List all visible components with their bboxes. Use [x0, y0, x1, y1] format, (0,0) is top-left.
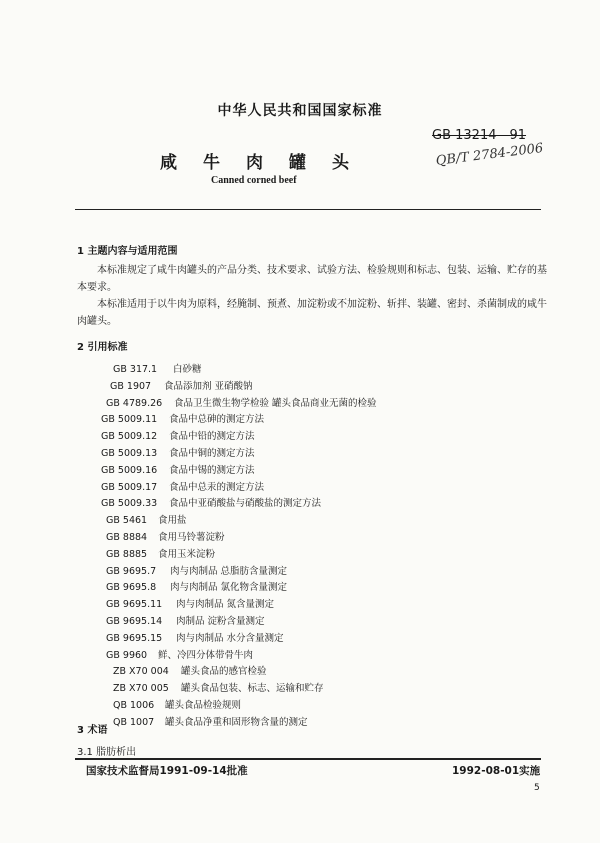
reference-item	[101, 462, 255, 476]
reference-name: 罐头食品净重和固形物含量的测定	[165, 716, 308, 728]
reference-item	[106, 395, 377, 409]
reference-name: 食品中总砷的测定方法	[169, 414, 265, 426]
reference-item	[101, 411, 264, 425]
reference-item	[106, 563, 287, 577]
document-title: 咸牛肉罐头	[160, 153, 375, 173]
section-1-paragraph-1: 本标准规定了咸牛肉罐头的产品分类、技术要求、试验方法、检验规则和标志、包装、运输、贮存的基本要求。	[77, 265, 547, 293]
reference-item	[106, 579, 287, 593]
reference-name: 肉制品 淀粉含量测定	[176, 616, 265, 627]
section-2-heading: 2 引用标准	[77, 342, 128, 353]
reference-code: ZB X70 005	[113, 683, 169, 695]
approval-line: 国家技术监督局1991-09-14批准	[86, 765, 248, 777]
document-title-english: Canned corned beef	[211, 175, 297, 186]
effective-date: 1992-08-01实施	[452, 765, 541, 777]
reference-code: GB 9960	[106, 649, 148, 661]
reference-item	[106, 630, 284, 644]
reference-code: GB 5009.17	[101, 481, 158, 493]
reference-name: 肉与肉制品 氮含量测定	[176, 599, 275, 611]
reference-item	[106, 613, 265, 627]
page-number: 5	[534, 783, 540, 793]
national-standard-header: 中华人民共和国国家标准	[217, 103, 383, 119]
reference-code: GB 1907	[110, 380, 152, 392]
standard-number	[432, 128, 526, 143]
reference-name: 肉与肉制品 水分含量测定	[176, 632, 284, 644]
section-1-heading: 1 主题内容与适用范围	[77, 246, 178, 257]
reference-name: 食品中锡的测定方法	[169, 464, 255, 476]
reference-item	[113, 361, 202, 375]
reference-name: 食用盐	[158, 515, 187, 527]
reference-item	[106, 647, 253, 661]
reference-code: GB 5009.12	[101, 431, 158, 443]
reference-code: QB 1006	[113, 700, 155, 711]
reference-code: GB 4789.26	[106, 397, 163, 409]
reference-name: 白砂糖	[173, 364, 202, 375]
section-3-1-heading: 3.1 脂肪析出	[77, 747, 137, 758]
reference-name: 食品中亚硝酸盐与硝酸盐的测定方法	[169, 498, 322, 510]
reference-item	[113, 680, 324, 694]
reference-item	[113, 697, 241, 711]
reference-code: GB 5009.16	[101, 464, 158, 476]
reference-item	[101, 495, 321, 509]
reference-name: 食用马铃薯淀粉	[158, 532, 225, 543]
reference-name: 食品中总汞的测定方法	[169, 481, 265, 493]
reference-name: 罐头食品的感官检验	[181, 666, 267, 678]
reference-code: GB 5009.11	[101, 414, 158, 426]
handwritten-replacement-note: QB/T 2784-2006	[435, 140, 545, 169]
section-1-paragraph-2: 本标准适用于以牛肉为原料，经腌制、预煮、加淀粉或不加淀粉、斩拌、装罐、密封、杀菌制成的咸牛肉罐头。	[77, 299, 547, 327]
reference-item	[101, 479, 264, 493]
reference-name: 肉与肉制品 氯化物含量测定	[170, 582, 288, 594]
reference-name: 食品中铅的测定方法	[169, 431, 255, 443]
reference-item	[110, 378, 253, 392]
reference-code: GB 9695.11	[106, 599, 163, 611]
reference-item	[106, 596, 274, 610]
footer-divider	[75, 758, 541, 760]
reference-code: GB 8884	[106, 532, 148, 543]
reference-item	[101, 445, 255, 459]
reference-name: 鲜、冷四分体带骨牛肉	[158, 649, 254, 661]
reference-code: GB 8885	[106, 548, 148, 560]
reference-item	[106, 546, 215, 560]
reference-item	[113, 663, 267, 677]
reference-code: ZB X70 004	[113, 666, 169, 678]
reference-code: GB 5461	[106, 515, 148, 527]
reference-code: GB 9695.14	[106, 616, 163, 627]
reference-name: 食品添加剂 亚硝酸钠	[164, 380, 253, 392]
reference-code: GB 317.1	[113, 364, 158, 375]
reference-code: GB 9695.7	[106, 565, 157, 577]
reference-name: 罐头食品包装、标志、运输和贮存	[181, 683, 324, 695]
title-divider	[75, 209, 541, 210]
reference-code: GB 9695.8	[106, 582, 157, 594]
reference-code: GB 9695.15	[106, 632, 163, 644]
reference-name: 肉与肉制品 总脂肪含量测定	[170, 565, 288, 577]
reference-code: GB 5009.33	[101, 498, 158, 510]
reference-item	[106, 529, 225, 543]
reference-name: 食用玉米淀粉	[158, 548, 216, 560]
reference-name: 食品中铜的测定方法	[169, 448, 255, 459]
standard-number-text: GB 13214—91	[432, 128, 527, 143]
reference-item	[106, 512, 187, 526]
reference-name: 罐头食品检验规则	[165, 700, 242, 711]
reference-code: QB 1007	[113, 716, 155, 728]
reference-item	[101, 428, 255, 442]
section-3-heading: 3 术语	[77, 725, 108, 736]
reference-code: GB 5009.13	[101, 448, 158, 459]
reference-item	[113, 714, 308, 728]
reference-name: 食品卫生微生物学检验 罐头食品商业无菌的检验	[174, 397, 377, 409]
